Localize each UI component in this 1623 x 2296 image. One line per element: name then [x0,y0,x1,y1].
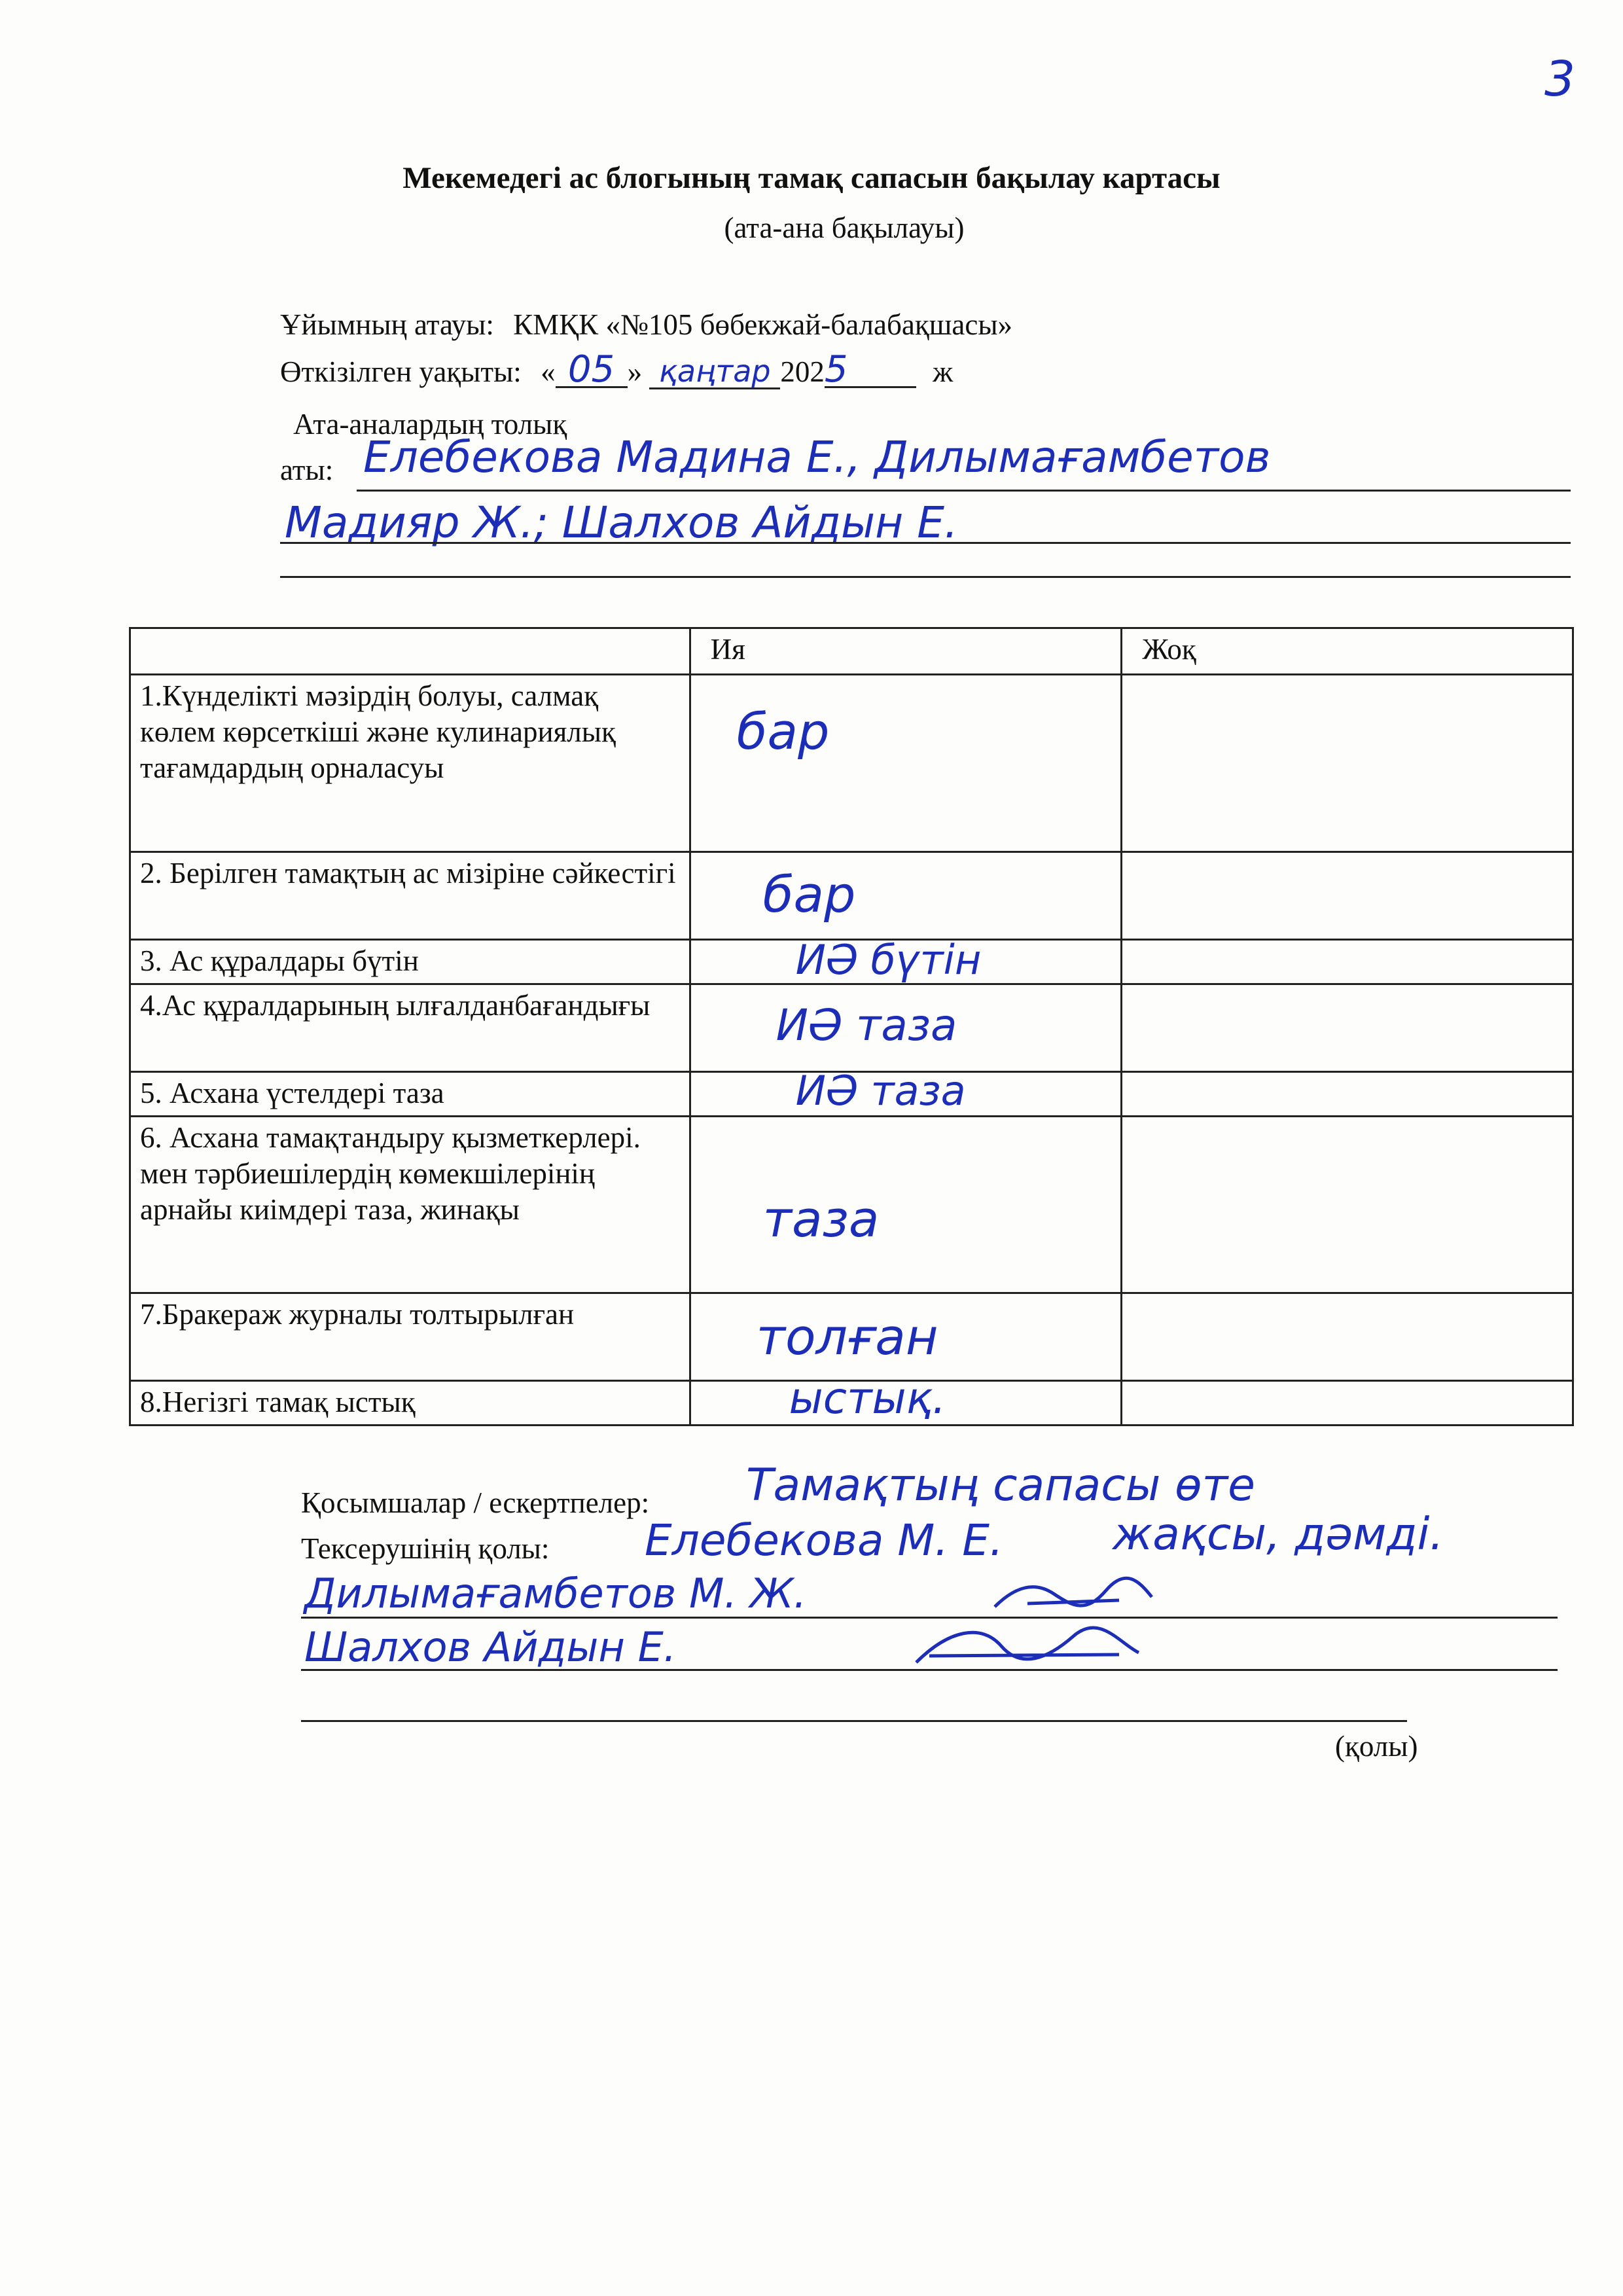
notes-value-line2: жақсы, дәмді. [1113,1509,1444,1560]
parents-rule-2 [280,542,1571,544]
inspector-line2: Дилымағамбетов М. Ж. [304,1570,807,1617]
table-row [130,852,1573,940]
yes-answer: таза [762,1190,880,1248]
criterion-cell: 6. Асхана тамақтандыру қызметкерлері. мен тәрбиешілердің көмекшілерінің арнайы киімдері таза, жинақы [130,1117,690,1293]
organization-line [280,308,1012,342]
yes-answer: ИӘ бүтін [795,936,982,984]
date-label: Өткізілген уақыты: [280,355,522,388]
date-line [280,348,954,391]
criterion-cell: 4.Ас құралдарының ылғалданбағандығы [130,984,690,1072]
parents-rule-3 [280,576,1571,578]
date-close-quote: » [627,355,643,388]
table-row [130,984,1573,1072]
no-cell [1122,984,1573,1072]
yes-cell [690,936,1122,984]
yes-cell [690,852,1122,940]
organization-label: Ұйымның атауы: [280,308,494,341]
criterion-cell: 5. Асхана үстелдері таза [130,1072,690,1117]
criterion-cell: 2. Берілген тамақтың ас мізіріне сәйкестігі [130,852,690,940]
yes-cell [690,984,1122,1072]
yes-answer: бар [736,702,830,761]
criterion-cell: 3. Ас құралдары бүтін [130,940,690,984]
yes-cell [690,1373,1122,1426]
inspector-label: Тексерушінің қолы: [301,1532,550,1565]
no-cell [1122,1293,1573,1381]
yes-answer: ИӘ таза [776,1000,957,1050]
signature-rule-3 [301,1720,1407,1722]
yes-answer: толған [756,1308,938,1366]
yes-cell [690,1067,1122,1117]
no-cell [1122,852,1573,940]
criterion-cell: 8.Негізгі тамақ ыстық [130,1381,690,1426]
signature-caption: (қолы) [1335,1730,1418,1763]
header-yes: Ия [690,628,1122,675]
inspector-line3: Шалхов Айдын Е. [304,1623,677,1671]
signature-mark-2 [910,1617,1145,1676]
notes-value-line1: Тамақтың сапасы өте [746,1460,1256,1511]
yes-cell [690,675,1122,852]
no-cell [1122,940,1573,984]
signature-rule-2 [301,1669,1558,1671]
table-row [130,1117,1573,1293]
table-row [130,1072,1573,1117]
page-number: 3 [1544,51,1576,107]
date-month: қаңтар [649,355,780,389]
organization-value: КМҚК «№105 бөбекжай-балабақшасы» [513,308,1013,341]
table-header-row [130,628,1573,675]
parents-label-line1: Ата-аналардың толық [293,408,567,440]
table-row [130,940,1573,984]
date-year-prefix: 202 [780,355,825,388]
yes-cell [690,1293,1122,1381]
yes-answer: бар [762,865,856,924]
date-year-digit: 5 [825,353,916,388]
header-no: Жоқ [1122,628,1573,675]
yes-cell [690,1117,1122,1293]
no-cell [1122,1117,1573,1293]
yes-answer: ИӘ таза [795,1067,966,1115]
no-cell [1122,1072,1573,1117]
yes-answer: ыстық. [789,1373,946,1424]
document-title: Мекемедегі ас блогының тамақ сапасын бақылау картасы [402,161,1221,195]
checklist-table [129,627,1574,1426]
no-cell [1122,1381,1573,1426]
no-cell [1122,675,1573,852]
table-row [130,675,1573,852]
table-row [130,1293,1573,1381]
parents-names-line2: Мадияр Ж.; Шалхов Айдын Е. [285,497,958,548]
table-row [130,1381,1573,1426]
notes-label: Қосымшалар / ескертпелер: [301,1486,650,1519]
date-suffix: ж [933,355,954,388]
date-day: 05 [556,353,628,388]
header-criterion [130,628,690,675]
parents-label-line2: аты: [280,454,334,486]
document-subtitle: (ата-ана бақылауы) [724,211,965,244]
date-open-quote: « [541,355,556,388]
criterion-cell: 7.Бракераж журналы толтырылған [130,1293,690,1381]
inspector-line1: Елебекова М. Е. [645,1515,1003,1566]
parents-rule-1 [357,490,1571,492]
criterion-cell: 1.Күнделікті мәзірдің болуы, салмақ көлем көрсеткіші және кулинариялық тағамдардың орналасуы [130,675,690,852]
parents-names-line1: Елебекова Мадина Е., Дилымағамбетов [363,432,1271,482]
